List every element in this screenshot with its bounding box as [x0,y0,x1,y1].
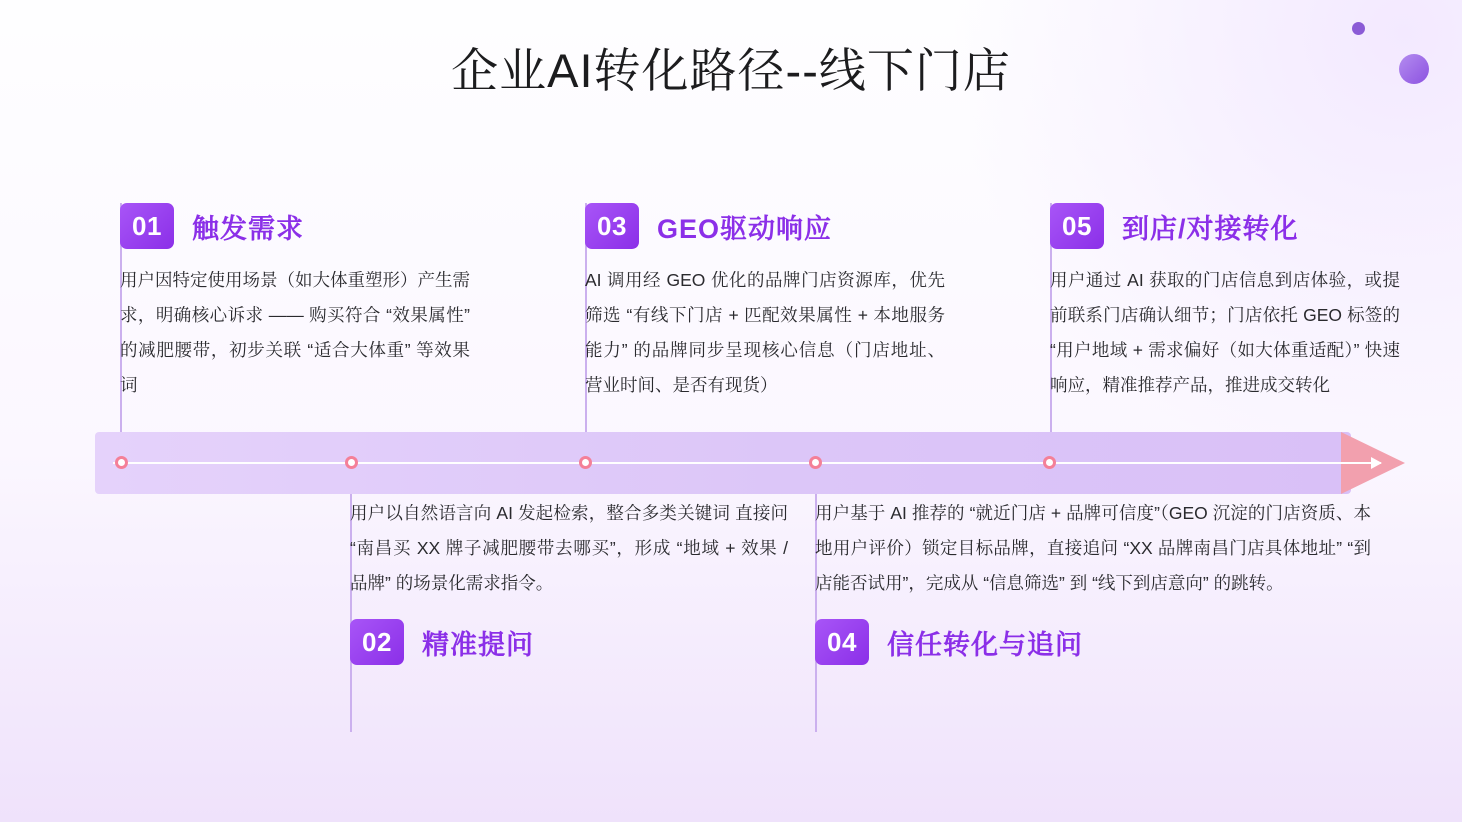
step-body-04: 用户基于 AI 推荐的 “就近门店 + 品牌可信度”（GEO 沉淀的门店资质、本地用户评价）锁定目标品牌，直接追问 “XX 品牌南昌门店具体地址” “到店能否试用”，完成从 “信息筛选” 到 “线下到店意向” 的跳转。 [815,503,1371,593]
step-title-01: 触发需求 [192,213,304,244]
step-block-01[interactable] [120,203,492,403]
step-block-02[interactable] [350,496,790,665]
timeline-node-02 [345,456,358,469]
timeline-node-01 [115,456,128,469]
step-header-01 [120,203,492,249]
step-block-03[interactable] [585,203,957,403]
timeline-node-05 [1043,456,1056,469]
timeline-center-line [113,462,1381,464]
decorative-dot-small [1352,22,1365,35]
page-title: 企业AI转化路径--线下门店 [451,44,1011,97]
step-header-04 [815,619,1375,665]
step-header-05 [1050,203,1422,249]
step-badge-03: 03 [585,203,639,249]
step-body-01: 用户因特定使用场景（如大体重塑形）产生需求，明确核心诉求 —— 购买符合 “效果属性” 的减肥腰带，初步关联 “适合大体重” 等效果词 [120,270,470,395]
step-block-05[interactable] [1050,203,1422,403]
step-body-05: 用户通过 AI 获取的门店信息到店体验，或提前联系门店确认细节；门店依托 GEO 标签的 “用户地域 + 需求偏好（如大体重适配）” 快速响应，精准推荐产品，推进成交转化 [1050,270,1400,395]
step-title-05: 到店/对接转化 [1122,213,1299,244]
step-badge-05: 05 [1050,203,1104,249]
step-body-02: 用户以自然语言向 AI 发起检索，整合多类关键词 直接问 “南昌买 XX 牌子减肥腰带去哪买”，形成 “地域 + 效果 / 品牌” 的场景化需求指令。 [350,503,788,593]
step-title-02: 精准提问 [422,629,534,660]
step-header-03 [585,203,957,249]
timeline-node-03 [579,456,592,469]
step-badge-01: 01 [120,203,174,249]
timeline-arrow [95,432,1405,494]
step-title-04: 信任转化与追问 [887,629,1083,660]
step-body-03: AI 调用经 GEO 优化的品牌门店资源库，优先筛选 “有线下门店 + 匹配效果属性 + 本地服务能力” 的品牌同步呈现核心信息（门店地址、营业时间、是否有现货） [585,270,945,395]
timeline-node-04 [809,456,822,469]
step-block-04[interactable] [815,496,1375,665]
step-header-02 [350,619,790,665]
step-badge-02: 02 [350,619,404,665]
step-title-03: GEO驱动响应 [657,213,833,244]
step-badge-04: 04 [815,619,869,665]
